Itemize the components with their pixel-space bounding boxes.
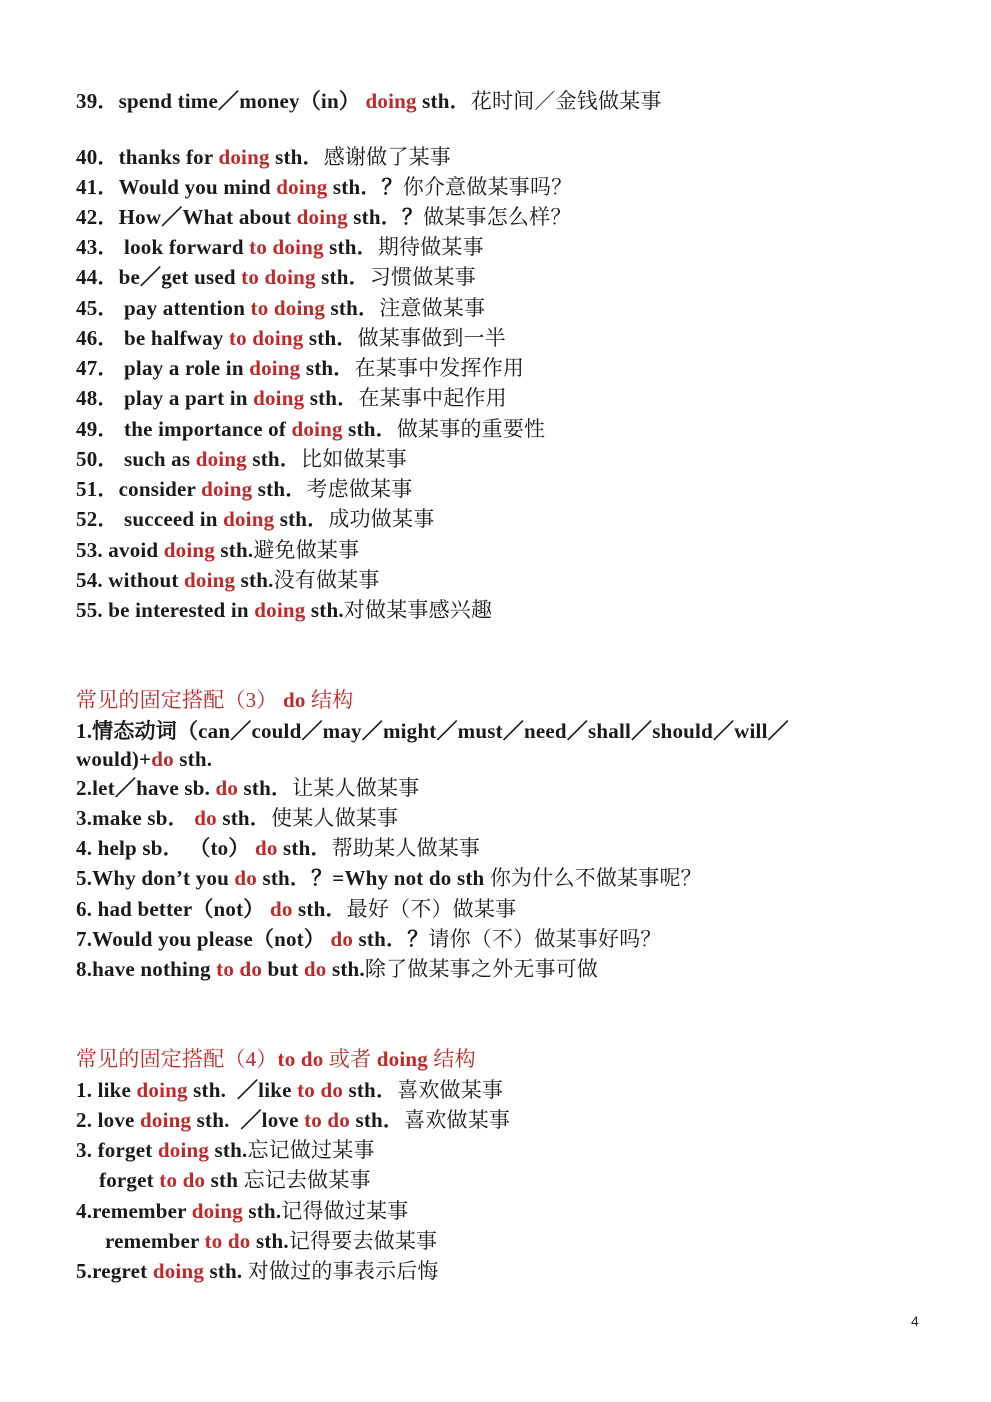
list-item: 55. be interested in doing sth.对做某事感兴趣 <box>76 598 493 622</box>
list-item: 4.remember doing sth.记得做过某事 <box>76 1199 409 1223</box>
list-item: 7.Would you please（not） do sth．？请你（不）做某事好吗？ <box>76 927 662 951</box>
list-item: 49． the importance of doing sth．做某事的重要性 <box>76 417 546 441</box>
list-item: 43． look forward to doing sth．期待做某事 <box>76 235 484 259</box>
list-item: 4. help sb． （to） do sth．帮助某人做某事 <box>76 836 481 860</box>
section-heading: 常见的固定搭配（4）to do 或者 doing 结构 <box>76 1047 476 1071</box>
list-item: 6. had better（not） do sth．最好（不）做某事 <box>76 897 517 921</box>
list-item: 1. like doing sth. ／like to do sth．喜欢做某事 <box>76 1078 504 1102</box>
list-item: 40．thanks for doing sth．感谢做了某事 <box>76 145 451 169</box>
list-item: 54. without doing sth.没有做某事 <box>76 568 380 592</box>
list-item: 2.let／have sb. do sth．让某人做某事 <box>76 776 420 800</box>
list-item: 47． play a role in doing sth．在某事中发挥作用 <box>76 356 525 380</box>
list-item: 2. love doing sth. ／love to do sth．喜欢做某事 <box>76 1108 511 1132</box>
list-item: 5.regret doing sth. 对做过的事表示后悔 <box>76 1259 439 1283</box>
list-item: 42．How／What about doing sth．？做某事怎么样？ <box>76 205 572 229</box>
list-item: 41．Would you mind doing sth．？你介意做某事吗？ <box>76 175 573 199</box>
list-item: 51．consider doing sth．考虑做某事 <box>76 477 413 501</box>
list-item: 50． such as doing sth．比如做某事 <box>76 447 407 471</box>
list-item: 5.Why don’t you do sth．？=Why not do sth 你为什么不做某事呢？ <box>76 866 702 890</box>
list-item: 52． succeed in doing sth．成功做某事 <box>76 507 435 531</box>
list-item: forget to do sth 忘记去做某事 <box>99 1168 371 1192</box>
list-item: 48． play a part in doing sth．在某事中起作用 <box>76 386 507 410</box>
page-number: 4 <box>911 1313 919 1329</box>
list-item: 53. avoid doing sth.避免做某事 <box>76 538 360 562</box>
list-item: 1.情态动词（can／could／may／might／must／need／shall／should／will／ <box>76 719 789 743</box>
list-item: 39．spend time／money（in） doing sth．花时间／金钱做某事 <box>76 89 662 113</box>
list-item: remember to do sth.记得要去做某事 <box>105 1229 438 1253</box>
list-item: 46． be halfway to doing sth．做某事做到一半 <box>76 326 506 350</box>
section-heading: 常见的固定搭配（3） do 结构 <box>76 688 354 712</box>
list-item: 45． pay attention to doing sth．注意做某事 <box>76 296 486 320</box>
list-item: 8.have nothing to do but do sth.除了做某事之外无事可做 <box>76 957 599 981</box>
list-item: 3.make sb． do sth．使某人做某事 <box>76 806 399 830</box>
list-item: would)+do sth. <box>76 747 213 771</box>
list-item: 3. forget doing sth.忘记做过某事 <box>76 1138 375 1162</box>
list-item: 44．be／get used to doing sth．习惯做某事 <box>76 265 476 289</box>
